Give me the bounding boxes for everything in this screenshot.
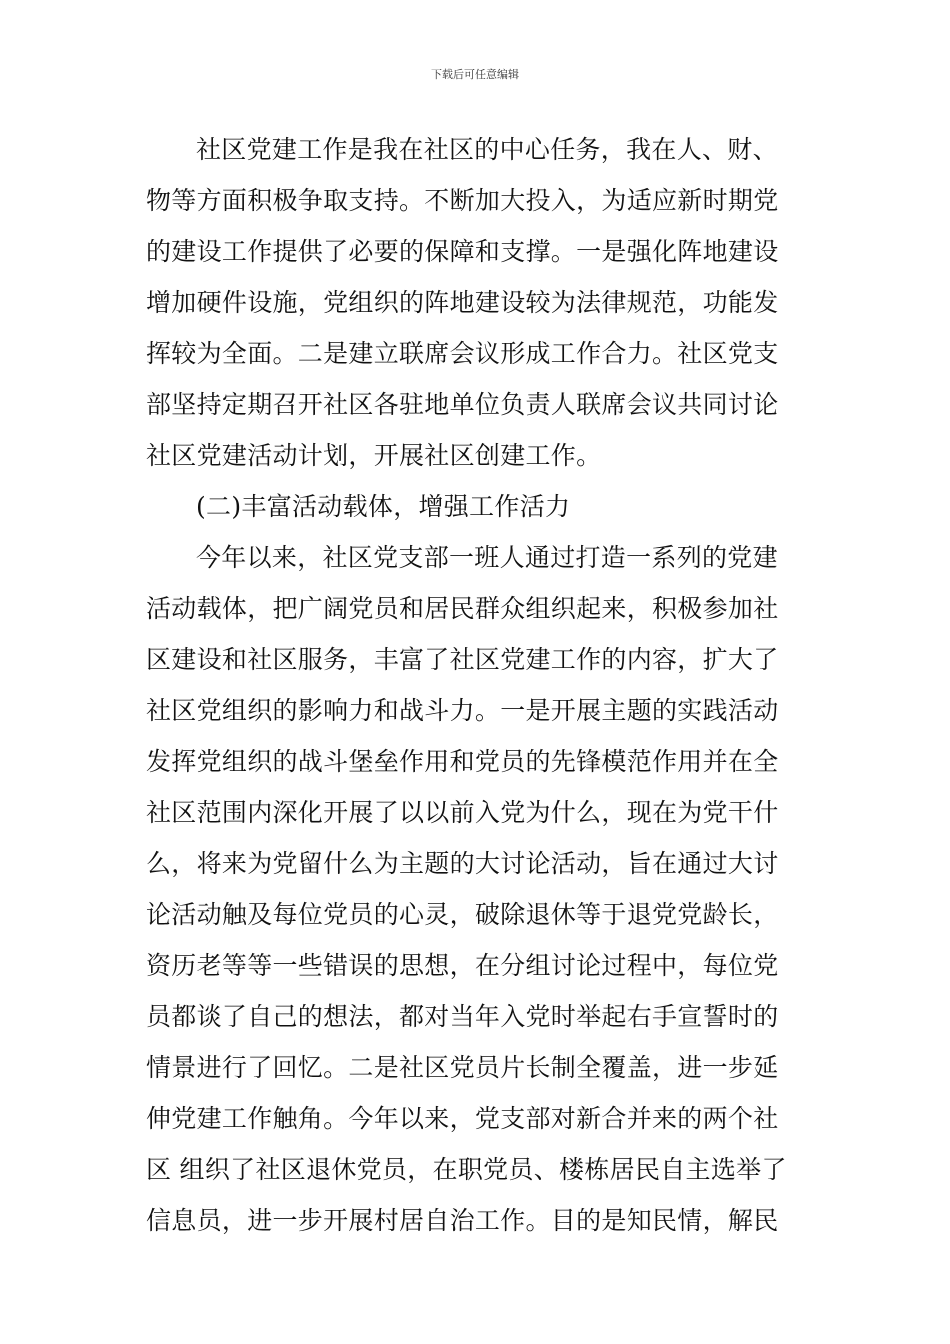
text-line: 物等方面积极争取支持。不断加大投入，为适应新时期党	[146, 186, 779, 215]
text-line: 的建设工作提供了必要的保障和支撑。一是强化阵地建设	[146, 237, 779, 266]
text-line: 社区党组织的影响力和战斗力。一是开展主题的实践活动	[146, 696, 779, 725]
text-line: 今年以来，社区党支部一班人通过打造一系列的党建	[196, 543, 778, 572]
text-line: 员都谈了自己的想法，都对当年入党时举起右手宣誓时的	[146, 1002, 779, 1031]
text-line: 社区党建活动计划，开展社区创建工作。	[146, 441, 602, 470]
text-line: 社区党建工作是我在社区的中心任务，我在人、财、	[196, 135, 778, 164]
header-note: 下载后可任意编辑	[431, 68, 519, 81]
text-line: 么，将来为党留什么为主题的大讨论活动，旨在通过大讨	[146, 849, 779, 878]
text-line: 论活动触及每位党员的心灵，破除退休等于退党党龄长，	[146, 900, 779, 929]
text-line: 伸党建工作触角。今年以来，党支部对新合并来的两个社	[146, 1104, 779, 1133]
text-line: 区建设和社区服务，丰富了社区党建工作的内容，扩大了	[146, 645, 779, 674]
text-line: 信息员，进一步开展村居自治工作。目的是知民情，解民	[146, 1206, 779, 1235]
text-line: 资历老等等一些错误的思想，在分组讨论过程中，每位党	[146, 951, 779, 980]
text-line: 区 组织了社区退休党员，在职党员、楼栋居民自主选举了	[146, 1155, 787, 1184]
text-line: 社区范围内深化开展了以以前入党为什么，现在为党干什	[146, 798, 779, 827]
document-body	[146, 124, 808, 1246]
text-line: 发挥党组织的战斗堡垒作用和党员的先锋模范作用并在全	[146, 747, 779, 776]
text-line: 情景进行了回忆。二是社区党员片长制全覆盖，进一步延	[146, 1053, 779, 1082]
section-heading: (二)丰富活动载体，增强工作活力	[196, 492, 571, 521]
text-line: 活动载体，把广阔党员和居民群众组织起来，积极参加社	[146, 594, 779, 623]
text-line: 增加硬件设施，党组织的阵地建设较为法律规范，功能发	[146, 288, 779, 317]
text-line: 挥较为全面。二是建立联席会议形成工作合力。社区党支	[146, 339, 779, 368]
text-line: 部坚持定期召开社区各驻地单位负责人联席会议共同讨论	[146, 390, 779, 419]
